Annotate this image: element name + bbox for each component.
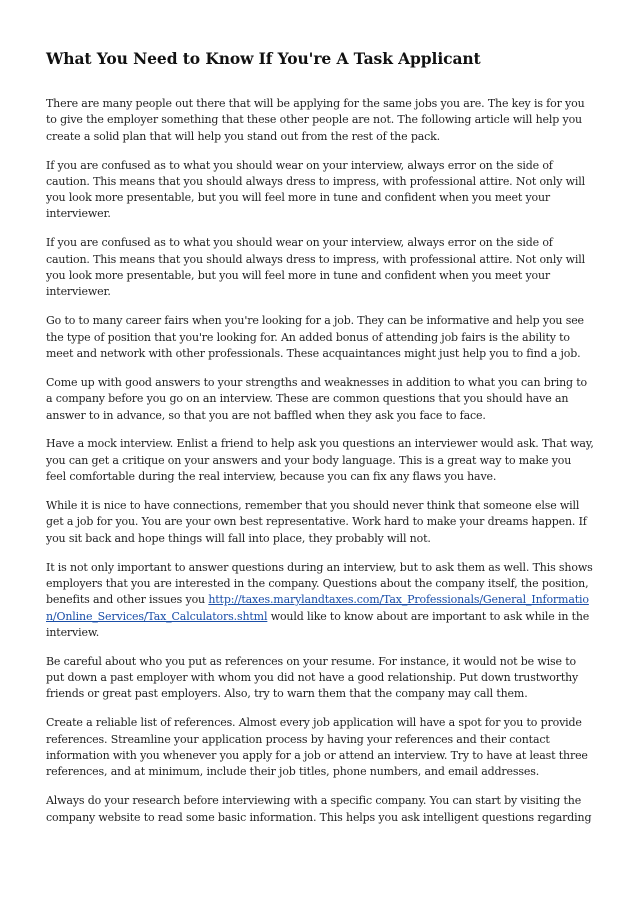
- paragraph: Come up with good answers to your strengths and weaknesses in addition to what you can bring to a company before you go on an interview. These are common questions that you should have an answer to in advance, so that you are not baffled when they ask you face to face.: [46, 375, 588, 422]
- paragraph-text-after-link: would like to know about are important to ask while in the interview.: [46, 609, 590, 639]
- paragraph-with-link: [46, 560, 594, 641]
- tax-calculators-link[interactable]: http://taxes.marylandtaxes.com/Tax_Professionals/General_Information/Online_Services/Tax_Calculators.shtml: [46, 593, 589, 623]
- document-title: What You Need to Know If You're A Task Applicant: [46, 49, 481, 68]
- paragraph: Be careful about who you put as references on your resume. For instance, it would not be wise to put down a past employer with whom you did not have a good relationship. Put down trustworthy friends or great past employers. Also, try to warn them that the company may call them.: [46, 654, 579, 701]
- paragraph: Go to to many career fairs when you're looking for a job. They can be informative and help you see the type of position that you're looking for. An added bonus of attending job fairs is the ability to meet and network with other professionals. These acquaintances might just help you to find a job.: [46, 314, 584, 360]
- paragraph: Have a mock interview. Enlist a friend to help ask you questions an interviewer would ask. That way, you can get a critique on your answers and your body language. This is a great way to make you feel comfortable during the real interview, because you can fix any flaws you have.: [46, 437, 594, 484]
- paragraph: If you are confused as to what you should wear on your interview, always error on the side of caution. This means that you should always dress to impress, with professional attire. Not only will you look more presentable, but you will feel more in tune and confident when you meet your interviewer.: [46, 158, 585, 221]
- paragraph: While it is nice to have connections, remember that you should never think that someone else will get a job for you. You are your own best representative. Work hard to make your dreams happen. If you sit back and hope things will fall into place, they probably will not.: [46, 499, 587, 545]
- paragraph-text-before-link: It is not only important to answer questions during an interview, but to ask them as well. This shows employers that you are interested in the company. Questions about the company itself, the position, benefits and other issues you: [46, 560, 593, 607]
- paragraph: Always do your research before interviewing with a specific company. You can start by visiting the company website to read some basic information. This helps you ask intelligent questions regarding: [46, 794, 592, 824]
- paragraph: Create a reliable list of references. Almost every job application will have a spot for you to provide references. Streamline your application process by having your references and their contact information with you whenever you apply for a job or attend an interview. Try to have at least three references, and at minimum, include their job titles, phone numbers, and email addresses.: [46, 716, 588, 779]
- document-page: [46, 48, 594, 839]
- paragraph: If you are confused as to what you should wear on your interview, always error on the side of caution. This means that you should always dress to impress, with professional attire. Not only will you look more presentable, but you will feel more in tune and confident when you meet your interviewer.: [46, 236, 585, 299]
- paragraph: There are many people out there that will be applying for the same jobs you are. The key is for you to give the employer something that these other people are not. The following article will help you create a solid plan that will help you stand out from the rest of the pack.: [46, 97, 585, 143]
